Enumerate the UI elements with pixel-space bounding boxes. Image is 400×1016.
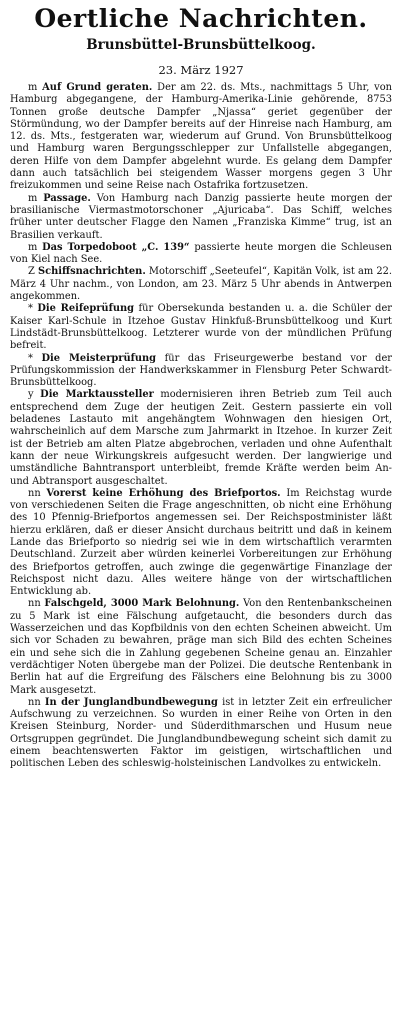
article-headline: Die Meisterprüfung <box>41 352 157 364</box>
article-headline: In der Junglandbundbewegung <box>44 696 218 708</box>
article-body: Im Reichstag wurde von verschiedenen Seiten die Frage angeschnitten, ob nicht eine Erhöhung des 10 Pfennig-Briefportos angemessen sei. Der Reichspostminister läßt hierzu erklären, daß er dieser Ansicht durchaus beitritt und daß in keinem Lande das Briefporto so niedrig sei wie in dem wirtschaftlich verarmten Deutschland. Zurzeit aber würden keinerlei Vorbereitungen zur Erhöhung des Briefportos getroffen, auch zwinge die gegenwärtige Finanzlage der Reichspost nicht dazu. Alles weitere hänge von der wirtschaftlichen Entwicklung ab. <box>10 487 392 598</box>
article-meisterpruefung <box>10 353 392 390</box>
article-marker: nn <box>28 598 41 610</box>
article-marker: * <box>28 352 33 364</box>
article-headline: Schiffsnachrichten. <box>37 266 146 278</box>
article-marker: m <box>28 241 38 253</box>
article-body: Motorschiff „Seeteufel“, Kapitän Volk, ist am 22. März 4 Uhr nachm., von London, am 23. März 5 Uhr abends in Antwerpen angekommen. <box>10 266 392 303</box>
article-headline: Die Reifeprüfung <box>37 303 135 315</box>
article-marker: m <box>28 192 38 204</box>
article-body: passierte heute morgen die Schleusen von Kiel nach See. <box>10 241 392 266</box>
article-auf-grund <box>10 82 392 193</box>
article-headline: Passage. <box>43 192 91 204</box>
article-body: ist in letzter Zeit ein erfreulicher Aufschwung zu verzeichnen. So wurden in einer Reihe von Orten in den Kreisen Steinburg, Norder- und Süderdithmarschen und Husum neue Ortsgruppen gegründet. Die Junglandbundbewegung scheint sich damit zu einem beachtenswerten Faktor im geistigen, wirtschaftlichen und politischen Leben des schleswig-holsteinischen Landvolkes zu entwickeln. <box>10 696 392 770</box>
article-body: Der am 22. ds. Mts., nachmittags 5 Uhr, von Hamburg abgegangene, der Hamburg-Amerika-Linie gehörende, 8753 Tonnen große deutsche Dampfer „Njassa“ geriet gegenüber der Störmündung, wo der Dampfer bereits auf der Hinreise nach Hamburg, am 12. ds. Mts., festgeraten war, wiederum auf Grund. Von Brunsbüttelkoog und Hamburg waren Bergungsschlepper zur Unfallstelle abgegangen, deren Hilfe von dem Dampfer abgelehnt wurde. Es gelang dem Dampfer dann auch tatsächlich bei steigendem Wasser morgens gegen 3 Uhr freizukommen und seine Reise nach Ostafrika fortzusetzen. <box>10 82 392 192</box>
article-marker: y <box>28 389 34 401</box>
article-marker: * <box>28 303 33 315</box>
article-marktaussteller <box>10 389 392 487</box>
article-reifepruefung <box>10 303 392 352</box>
article-marker: m <box>28 82 38 93</box>
article-body: für das Friseurgewerbe bestand vor der Prüfungskommission der Handwerkskammer in Flensburg Peter Schwardt-Brunsbüttelkoog. <box>10 352 392 389</box>
article-marker: nn <box>28 487 41 499</box>
article-body: Von Hamburg nach Danzig passierte heute morgen der brasilianische Viermastmotorschoner „Ajuricaba“. Das Schiff, welches früher unter deutscher Flagge den Namen „Franziska Kimme“ trug, ist an Brasilien verkauft. <box>10 192 392 241</box>
article-headline: Das Torpedoboot „C. 139“ <box>42 241 190 253</box>
article-schiffsnachrichten <box>10 266 392 303</box>
location-heading: Brunsbüttel-Brunsbüttelkoog. <box>86 37 316 53</box>
article-passage <box>10 193 392 242</box>
section-title: Oertliche Nachrichten. <box>34 4 368 33</box>
article-headline: Falschgeld, 3000 Mark Belohnung. <box>44 598 240 610</box>
article-marker: nn <box>28 696 41 708</box>
article-body: modernisieren ihren Betrieb zum Teil auch entsprechend dem Zuge der heutigen Zeit. Gestern passierte ein voll beladenes Lastauto mit angehängtem Wohnwagen den hiesigen Ort, wahrscheinlich auf dem Marsche zum Jahrmarkt in Itzehoe. In kurzer Zeit ist der Betrieb am alten Platze abgebrochen, verladen und ohne Aufenthalt kann der neue Wirkungskreis aufgesucht werden. Der langwierige und umständliche Bahntransport unterbleibt, fremde Kräfte werden beim An- und Abtransport ausgeschaltet. <box>10 389 392 487</box>
article-headline: Auf Grund geraten. <box>42 82 153 93</box>
article-junglandbund <box>10 697 392 771</box>
article-body: Von den Rentenbankscheinen zu 5 Mark ist eine Fälschung aufgetaucht, die besonders durch das Wasserzeichen und das Kopfbildnis von den echten Scheinen abweicht. Um sich vor Schaden zu bewahren, präge man sich Bild des echten Scheines ein und sehe sich die in Zahlung gegebenen Scheine genau an. Einzahler verdächtiger Noten übergebe man der Polizei. Die deutsche Rentenbank in Berlin hat auf die Ergreifung des Fälschers eine Belohnung bis zu 3000 Mark ausgesetzt. <box>10 598 392 696</box>
article-body: für Obersekunda bestanden u. a. die Schüler der Kaiser Karl-Schule in Itzehoe Gustav Hinkfuß-Brunsbüttelkoog und Kurt Lindstädt-Brunsbüttelkoog. Letzterer wurde von der mündlichen Prüfung befreit. <box>10 303 392 352</box>
dateline: 23. März 1927 <box>158 63 244 77</box>
article-briefporto <box>10 488 392 599</box>
article-falschgeld <box>10 598 392 696</box>
article-headline: Die Marktaussteller <box>40 389 154 401</box>
article-torpedoboot <box>10 242 392 267</box>
article-headline: Vorerst keine Erhöhung des Briefportos. <box>46 487 281 499</box>
article-marker: Z <box>28 266 35 278</box>
